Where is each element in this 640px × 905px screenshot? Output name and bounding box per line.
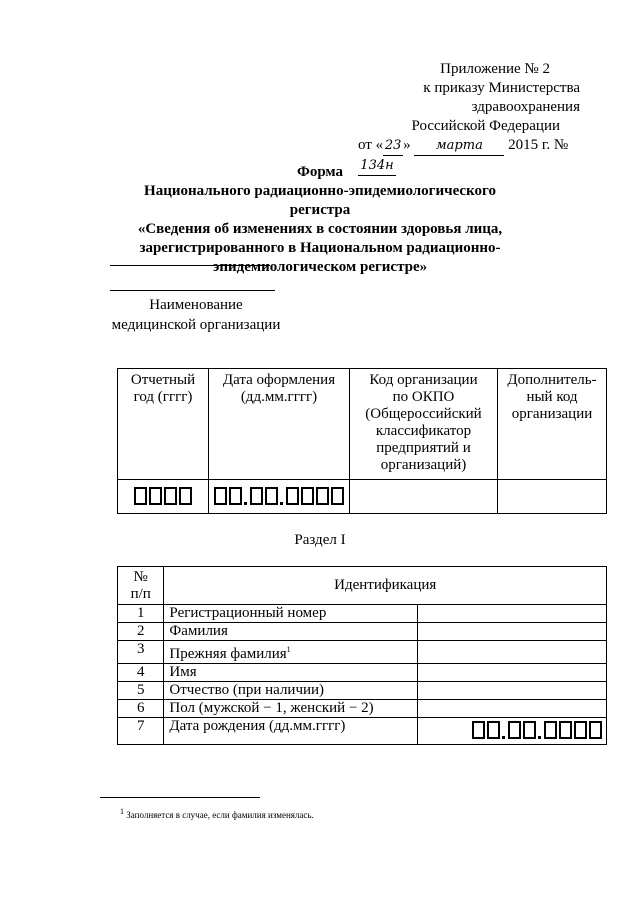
table-row: 4 Имя [118, 664, 607, 682]
table-row: 7 Дата рождения (дд.мм.гггг) [118, 718, 607, 745]
handwritten-month: марта [414, 136, 504, 156]
date-input[interactable] [209, 480, 350, 514]
table-row: 2 Фамилия [118, 623, 607, 641]
table-row: 1 Регистрационный номер [118, 605, 607, 623]
form-title: Форма Национального радиационно-эпидемиологического регистра «Сведения об изменениях в состоянии здоровья лица, зарегистрированного в Национальном радиационно- эпидемиологическом регистре» [137, 164, 503, 275]
col-report-year: Отчетный год (гггг) [118, 369, 209, 480]
appendix-block [340, 60, 580, 173]
table-row: 5 Отчество (при наличии) [118, 682, 607, 700]
header-table [117, 368, 607, 514]
previous-surname-input[interactable] [417, 641, 606, 664]
col-extra-code: Дополнитель- ный код организации [498, 369, 607, 480]
org-name-line-2[interactable] [110, 290, 275, 291]
footnote: $^1$ Заполняется в случае, если фамилия изменялась. [120, 807, 314, 820]
name-input[interactable] [417, 664, 606, 682]
extra-code-input[interactable] [498, 480, 607, 514]
birth-date-input[interactable] [417, 718, 606, 745]
identification-table [117, 566, 607, 745]
section-title: Раздел I [294, 532, 346, 548]
reg-number-input[interactable] [417, 605, 606, 623]
table-row: 3 Прежняя фамилия$^1$ [118, 641, 607, 664]
sex-input[interactable] [417, 700, 606, 718]
footnote-ref: 1 [286, 645, 291, 654]
org-name-line-1[interactable] [110, 265, 270, 266]
appendix-date: от « 23 » марта 2015 г. №134н [340, 136, 580, 156]
okpo-input[interactable] [350, 480, 498, 514]
surname-input[interactable] [417, 623, 606, 641]
handwritten-number: 134н [358, 156, 396, 176]
appendix-line2: к приказу Министерства здравоохранения [423, 80, 580, 115]
patronymic-input[interactable] [417, 682, 606, 700]
num-header: № п/п [118, 567, 164, 605]
ident-header: Идентификация [164, 567, 607, 605]
col-date: Дата оформления (дд.мм.гггг) [209, 369, 350, 480]
footnote-separator [100, 797, 260, 798]
appendix-line3: Российской Федерации [411, 118, 560, 134]
org-label: Наименование медицинской организации [111, 297, 281, 333]
handwritten-day: 23 [383, 136, 403, 156]
appendix-line1: Приложение № 2 [440, 61, 550, 77]
table-row: 6 Пол (мужской − 1, женский − 2) [118, 700, 607, 718]
col-okpo: Код организации по ОКПО (Общероссийский классификатор предприятий и организаций) [350, 369, 498, 480]
year-input[interactable] [118, 480, 209, 514]
